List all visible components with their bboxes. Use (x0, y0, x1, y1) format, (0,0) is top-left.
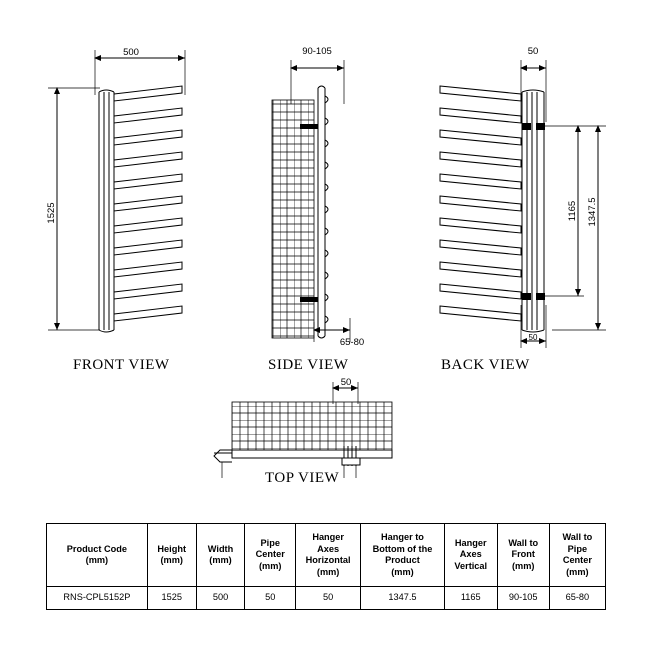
label-top-view: TOP VIEW (265, 470, 340, 486)
dim-hanger-to-bottom: 1347.5 (587, 197, 598, 227)
table-header-row (47, 524, 606, 587)
dim-back-bottom: 50 (528, 333, 538, 342)
cell-hanger-axes-horizontal: 50 (296, 587, 361, 610)
table-header-wall-to-front: Wall to Front (mm) (497, 524, 549, 587)
table-row (47, 587, 606, 610)
dim-front-width: 500 (123, 47, 139, 58)
dim-back-top: 50 (527, 46, 539, 57)
table-header-wall-to-pipe-center: Wall to Pipe Center (mm) (549, 524, 605, 587)
cell-height: 1525 (147, 587, 196, 610)
cell-pipe-center: 50 (245, 587, 296, 610)
cell-wall-to-pipe-center: 65-80 (549, 587, 605, 610)
table-header-pipe-center: Pipe Center (mm) (245, 524, 296, 587)
label-front-view: FRONT VIEW (73, 357, 170, 373)
table-header-height: Height (mm) (147, 524, 196, 587)
dim-front-height: 1525 (46, 202, 57, 224)
cell-wall-to-front: 90-105 (497, 587, 549, 610)
label-side-view: SIDE VIEW (268, 357, 349, 373)
specification-table (46, 523, 606, 610)
table-header-hanger-axes-horizontal: Hanger Axes Horizontal (mm) (296, 524, 361, 587)
table-header-product-code: Product Code (mm) (47, 524, 148, 587)
dim-side-top: 90-105 (302, 46, 332, 57)
label-back-view: BACK VIEW (441, 357, 530, 373)
table-header-width: Width (mm) (196, 524, 245, 587)
cell-product-code: RNS-CPL5152P (47, 587, 148, 610)
cell-hanger-axes-vertical: 1165 (444, 587, 497, 610)
cell-width: 500 (196, 587, 245, 610)
table-header-hanger-axes-vertical: Hanger Axes Vertical (444, 524, 497, 587)
dim-hanger-axes-vertical: 1165 (567, 200, 578, 222)
dim-top-width: 50 (340, 377, 352, 388)
cell-hanger-to-bottom: 1347.5 (361, 587, 445, 610)
dim-side-bottom: 65-80 (339, 337, 365, 348)
table-header-hanger-to-bottom: Hanger to Bottom of the Product (mm) (361, 524, 445, 587)
